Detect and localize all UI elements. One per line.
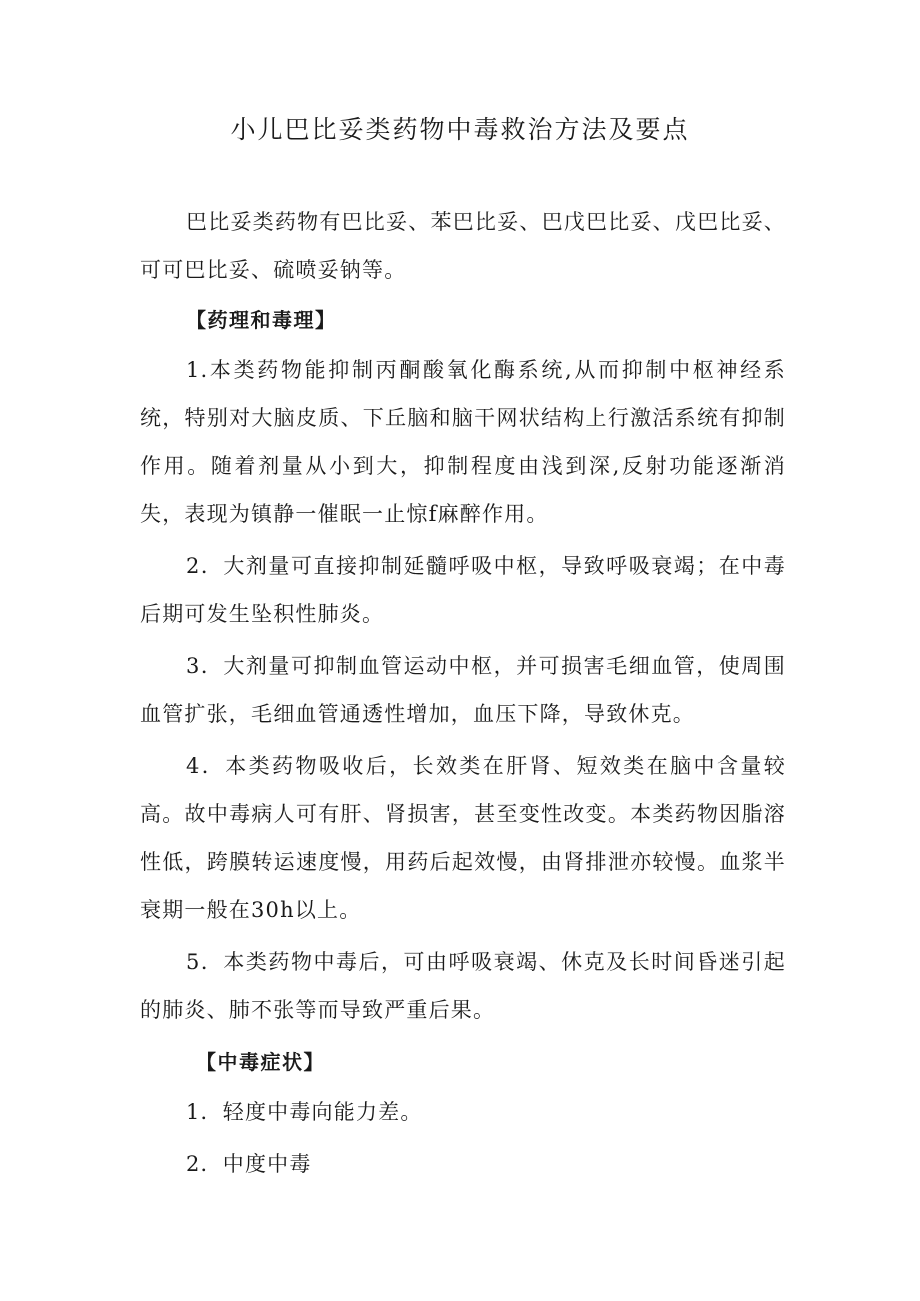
intro-paragraph: 巴比妥类药物有巴比妥、苯巴比妥、巴戊巴比妥、戊巴比妥、可可巴比妥、硫喷妥钠等。 (140, 210, 786, 282)
section-heading-symptoms: 【中毒症状】 (196, 1050, 325, 1074)
paragraph: 4．本类药物吸收后，长效类在肝肾、短效类在脑中含量较高。故中毒病人可有肝、肾损害，甚至变性改变。本类药物因脂溶性低，跨膜转运速度慢，用药后起效慢，由肾排泄亦较慢。血浆半衰期一般在30h以上。 (140, 754, 786, 922)
document-body (140, 198, 786, 1188)
paragraph: 2．大剂量可直接抑制延髓呼吸中枢，导致呼吸衰竭；在中毒后期可发生坠积性肺炎。 (140, 554, 786, 626)
paragraph: 2．中度中毒 (186, 1152, 312, 1176)
document-title: 小儿巴比妥类药物中毒救治方法及要点 (230, 115, 690, 144)
section-heading-pharmacology: 【药理和毒理】 (186, 308, 337, 332)
paragraph: 1.本类药物能抑制丙酮酸氧化酶系统,从而抑制中枢神经系统，特别对大脑皮质、下丘脑和脑干网状结构上行激活系统有抑制作用。随着剂量从小到大，抑制程度由浅到深,反射功能逐渐消失，表现为镇静一催眠一止惊f麻醉作用。 (140, 358, 786, 526)
paragraph: 5．本类药物中毒后，可由呼吸衰竭、休克及长时间昏迷引起的肺炎、肺不张等而导致严重后果。 (140, 950, 786, 1022)
paragraph: 1．轻度中毒向能力差。 (186, 1100, 423, 1124)
paragraph: 3．大剂量可抑制血管运动中枢，并可损害毛细血管，使周围血管扩张，毛细血管通透性增加，血压下降，导致休克。 (140, 654, 786, 726)
